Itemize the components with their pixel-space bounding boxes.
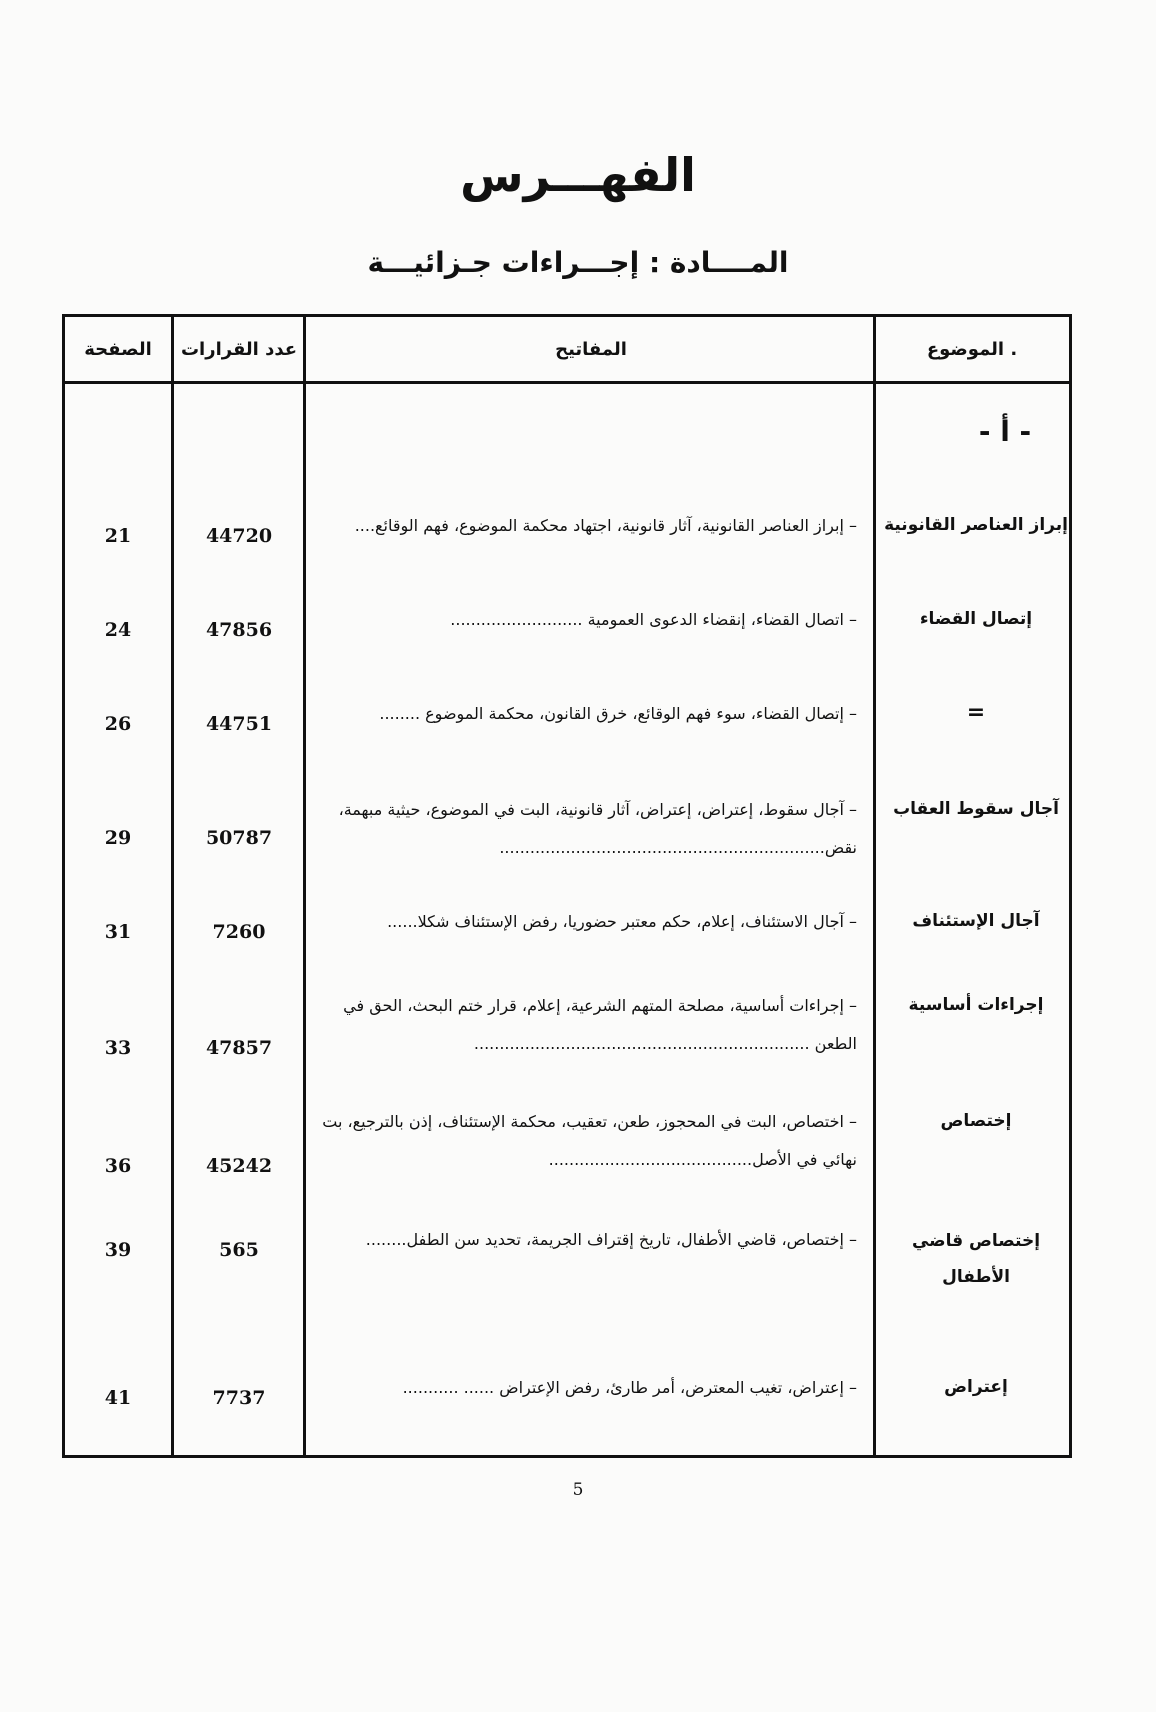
- row-keywords: – إتصال القضاء، سوء فهم الوقائع، خرق القانون، محكمة الموضوع ........: [379, 704, 857, 723]
- row-topic: =: [966, 700, 986, 725]
- row-keywords: – إبراز العناصر القانونية، آثار قانونية، اجتهاد محكمة الموضوع، فهم الوقائع....: [354, 516, 857, 535]
- row-topic: آجال سقوط العقاب: [893, 799, 1059, 819]
- row-topic: إبراز العناصر القانونية: [884, 515, 1068, 535]
- row-topic: إختصاص: [940, 1111, 1012, 1131]
- row-page: 41: [104, 1387, 132, 1409]
- page-number: 5: [572, 1480, 584, 1500]
- row-decision: 50787: [205, 827, 273, 849]
- row-topic: إختصاص قاضي الأطفال: [911, 1231, 1041, 1287]
- row-topic: إجراءات أساسية: [908, 995, 1044, 1015]
- row-page: 36: [104, 1155, 132, 1177]
- column-divider: [303, 317, 306, 1455]
- row-page: 33: [104, 1037, 132, 1059]
- row-decision: 47857: [205, 1037, 273, 1059]
- row-decision: 44720: [205, 525, 273, 547]
- row-page: 26: [104, 713, 132, 735]
- header-divider: [65, 381, 1069, 384]
- row-keywords: – إجراءات أساسية، مصلحة المتهم الشرعية، إعلام، قرار ختم البحث، الحق في الطعن ..................................................................: [343, 996, 857, 1053]
- subject-heading: المــــادة : إجـــراءات جـزائيـــة: [367, 246, 789, 279]
- row-decision: 565: [219, 1239, 259, 1261]
- row-page: 29: [104, 827, 132, 849]
- header-topic: الموضوع .: [926, 339, 1018, 360]
- header-keywords: المفاتيح: [555, 339, 627, 360]
- row-keywords: – آجال سقوط، إعتراض، إعتراض، آثار قانونية، البت في الموضوع، حيثية مبهمة، نقض................................................................: [338, 800, 857, 857]
- header-decision-number: عدد القرارات: [180, 339, 298, 360]
- row-keywords: – آجال الاستئناف، إعلام، حكم معتبر حضوريا، رفض الإستئناف شكلا......: [387, 912, 857, 931]
- row-page: 24: [104, 619, 132, 641]
- row-keywords: – إختصاص، قاضي الأطفال، تاريخ إقتراف الجريمة، تحديد سن الطفل........: [365, 1230, 857, 1249]
- row-topic: إتصال القضاء: [919, 609, 1033, 629]
- row-topic: آجال الإستئناف: [912, 911, 1040, 931]
- row-page: 39: [104, 1239, 132, 1261]
- row-decision: 45242: [205, 1155, 273, 1177]
- column-divider: [873, 317, 876, 1455]
- column-divider: [171, 317, 174, 1455]
- row-keywords: – إعتراض، تغيب المعترض، أمر طارئ، رفض الإعتراض ...... ...........: [402, 1378, 857, 1397]
- row-decision: 47856: [205, 619, 273, 641]
- row-topic: إعتراض: [944, 1377, 1008, 1397]
- row-decision: 7737: [212, 1387, 266, 1409]
- header-page: الصفحة: [84, 339, 152, 360]
- row-page: 31: [104, 921, 132, 943]
- row-decision: 44751: [205, 713, 273, 735]
- row-decision: 7260: [212, 921, 266, 943]
- row-page: 21: [104, 525, 132, 547]
- section-letter: - أ -: [978, 415, 1032, 448]
- page-title: الفهـــرس: [460, 148, 696, 202]
- row-keywords: – اختصاص، البت في المحجوز، طعن، تعقيب، محكمة الإستئناف، إذن بالترجيع، بت نهائي في الأصل........................................: [322, 1112, 857, 1169]
- index-table: [62, 314, 1072, 1458]
- row-keywords: – اتصال القضاء، إنقضاء الدعوى العمومية ..........................: [450, 610, 857, 629]
